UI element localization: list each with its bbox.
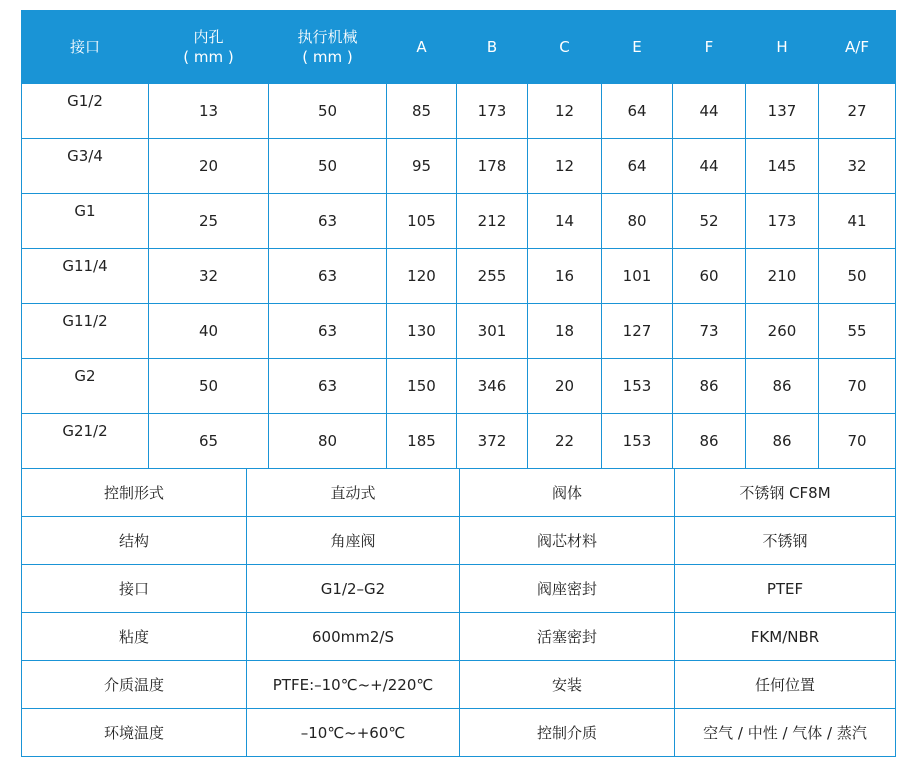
spec-value-cell: 空气 / 中性 / 气体 / 蒸汽: [675, 709, 896, 757]
dimension-cell: 145: [746, 139, 819, 194]
dimension-cell: 153: [602, 359, 673, 414]
dimension-row: [22, 139, 896, 194]
dimension-cell: 173: [746, 194, 819, 249]
dimension-cell: 301: [457, 304, 528, 359]
dimension-cell: 178: [457, 139, 528, 194]
dimension-cell: 70: [819, 414, 896, 469]
spec-label-cell: 阀体: [460, 469, 675, 517]
dimension-cell: 40: [149, 304, 269, 359]
spec-value-cell: 不锈钢: [675, 517, 896, 565]
specification-body: [22, 469, 896, 757]
dimension-row: [22, 304, 896, 359]
specification-row: [22, 469, 896, 517]
dimension-cell: 105: [387, 194, 457, 249]
dimension-cell: 50: [269, 139, 387, 194]
dimension-cell: 44: [673, 84, 746, 139]
port-size-cell: G1: [22, 194, 149, 249]
spec-label-cell: 安装: [460, 661, 675, 709]
dimension-cell: 127: [602, 304, 673, 359]
dimension-cell: 63: [269, 359, 387, 414]
dimension-cell: 80: [269, 414, 387, 469]
dimension-cell: 50: [819, 249, 896, 304]
dimension-cell: 50: [269, 84, 387, 139]
dimension-cell: 137: [746, 84, 819, 139]
dimension-cell: 41: [819, 194, 896, 249]
spec-value-cell: 角座阀: [247, 517, 460, 565]
dimension-row: [22, 249, 896, 304]
specification-row: [22, 661, 896, 709]
dimension-cell: 63: [269, 249, 387, 304]
dimension-cell: 120: [387, 249, 457, 304]
spec-label-cell: 控制介质: [460, 709, 675, 757]
spec-value-cell: G1/2–G2: [247, 565, 460, 613]
dimension-cell: 65: [149, 414, 269, 469]
dimension-cell: 212: [457, 194, 528, 249]
dimension-cell: 255: [457, 249, 528, 304]
spec-value-cell: –10℃~+60℃: [247, 709, 460, 757]
dimension-cell: 70: [819, 359, 896, 414]
dimension-body: [22, 84, 896, 469]
dimension-cell: 80: [602, 194, 673, 249]
dimension-row: [22, 359, 896, 414]
specification-table: [21, 468, 896, 757]
dimension-cell: 372: [457, 414, 528, 469]
dimension-cell: 20: [149, 139, 269, 194]
dimension-cell: 13: [149, 84, 269, 139]
dimension-cell: 85: [387, 84, 457, 139]
dimension-cell: 101: [602, 249, 673, 304]
dimension-cell: 27: [819, 84, 896, 139]
dimension-cell: 12: [528, 139, 602, 194]
port-size-cell: G11/4: [22, 249, 149, 304]
dimension-cell: 86: [673, 414, 746, 469]
spec-label-cell: 接口: [22, 565, 247, 613]
specification-row: [22, 565, 896, 613]
dimension-cell: 18: [528, 304, 602, 359]
dimension-cell: 32: [149, 249, 269, 304]
dimension-cell: 173: [457, 84, 528, 139]
header-cell: E: [602, 11, 673, 84]
spec-label-cell: 环境温度: [22, 709, 247, 757]
dimension-cell: 210: [746, 249, 819, 304]
spec-value-cell: PTEF: [675, 565, 896, 613]
dimension-cell: 153: [602, 414, 673, 469]
dimension-cell: 346: [457, 359, 528, 414]
spec-value-cell: FKM/NBR: [675, 613, 896, 661]
dimension-cell: 44: [673, 139, 746, 194]
spec-value-cell: 直动式: [247, 469, 460, 517]
dimension-row: [22, 414, 896, 469]
header-cell: B: [457, 11, 528, 84]
header-cell: 内孔 ( mm ): [149, 11, 269, 84]
specification-row: [22, 517, 896, 565]
dimension-table: [21, 10, 896, 469]
dimension-cell: 25: [149, 194, 269, 249]
dimension-cell: 86: [673, 359, 746, 414]
spec-label-cell: 控制形式: [22, 469, 247, 517]
dimension-cell: 64: [602, 139, 673, 194]
spec-sheet: [21, 10, 895, 757]
spec-value-cell: 任何位置: [675, 661, 896, 709]
dimension-cell: 95: [387, 139, 457, 194]
dimension-header-row: [22, 11, 896, 84]
spec-label-cell: 阀座密封: [460, 565, 675, 613]
dimension-cell: 12: [528, 84, 602, 139]
spec-value-cell: 不锈钢 CF8M: [675, 469, 896, 517]
dimension-cell: 52: [673, 194, 746, 249]
header-cell: A: [387, 11, 457, 84]
dimension-row: [22, 84, 896, 139]
dimension-cell: 130: [387, 304, 457, 359]
dimension-cell: 55: [819, 304, 896, 359]
port-size-cell: G2: [22, 359, 149, 414]
dimension-cell: 14: [528, 194, 602, 249]
dimension-row: [22, 194, 896, 249]
dimension-cell: 32: [819, 139, 896, 194]
dimension-cell: 64: [602, 84, 673, 139]
specification-row: [22, 613, 896, 661]
spec-label-cell: 介质温度: [22, 661, 247, 709]
spec-label-cell: 阀芯材料: [460, 517, 675, 565]
dimension-cell: 20: [528, 359, 602, 414]
header-cell: H: [746, 11, 819, 84]
spec-label-cell: 粘度: [22, 613, 247, 661]
spec-value-cell: PTFE:–10℃~+/220℃: [247, 661, 460, 709]
port-size-cell: G3/4: [22, 139, 149, 194]
dimension-cell: 86: [746, 414, 819, 469]
port-size-cell: G21/2: [22, 414, 149, 469]
dimension-cell: 50: [149, 359, 269, 414]
header-cell: A/F: [819, 11, 896, 84]
port-size-cell: G1/2: [22, 84, 149, 139]
port-size-cell: G11/2: [22, 304, 149, 359]
spec-label-cell: 结构: [22, 517, 247, 565]
dimension-cell: 73: [673, 304, 746, 359]
dimension-cell: 16: [528, 249, 602, 304]
header-cell: C: [528, 11, 602, 84]
dimension-cell: 60: [673, 249, 746, 304]
dimension-cell: 63: [269, 194, 387, 249]
dimension-cell: 63: [269, 304, 387, 359]
spec-value-cell: 600mm2/S: [247, 613, 460, 661]
header-cell: F: [673, 11, 746, 84]
dimension-cell: 86: [746, 359, 819, 414]
spec-label-cell: 活塞密封: [460, 613, 675, 661]
header-cell: 执行机械 ( mm ): [269, 11, 387, 84]
dimension-cell: 260: [746, 304, 819, 359]
dimension-cell: 150: [387, 359, 457, 414]
header-cell: 接口: [22, 11, 149, 84]
dimension-cell: 22: [528, 414, 602, 469]
dimension-cell: 185: [387, 414, 457, 469]
